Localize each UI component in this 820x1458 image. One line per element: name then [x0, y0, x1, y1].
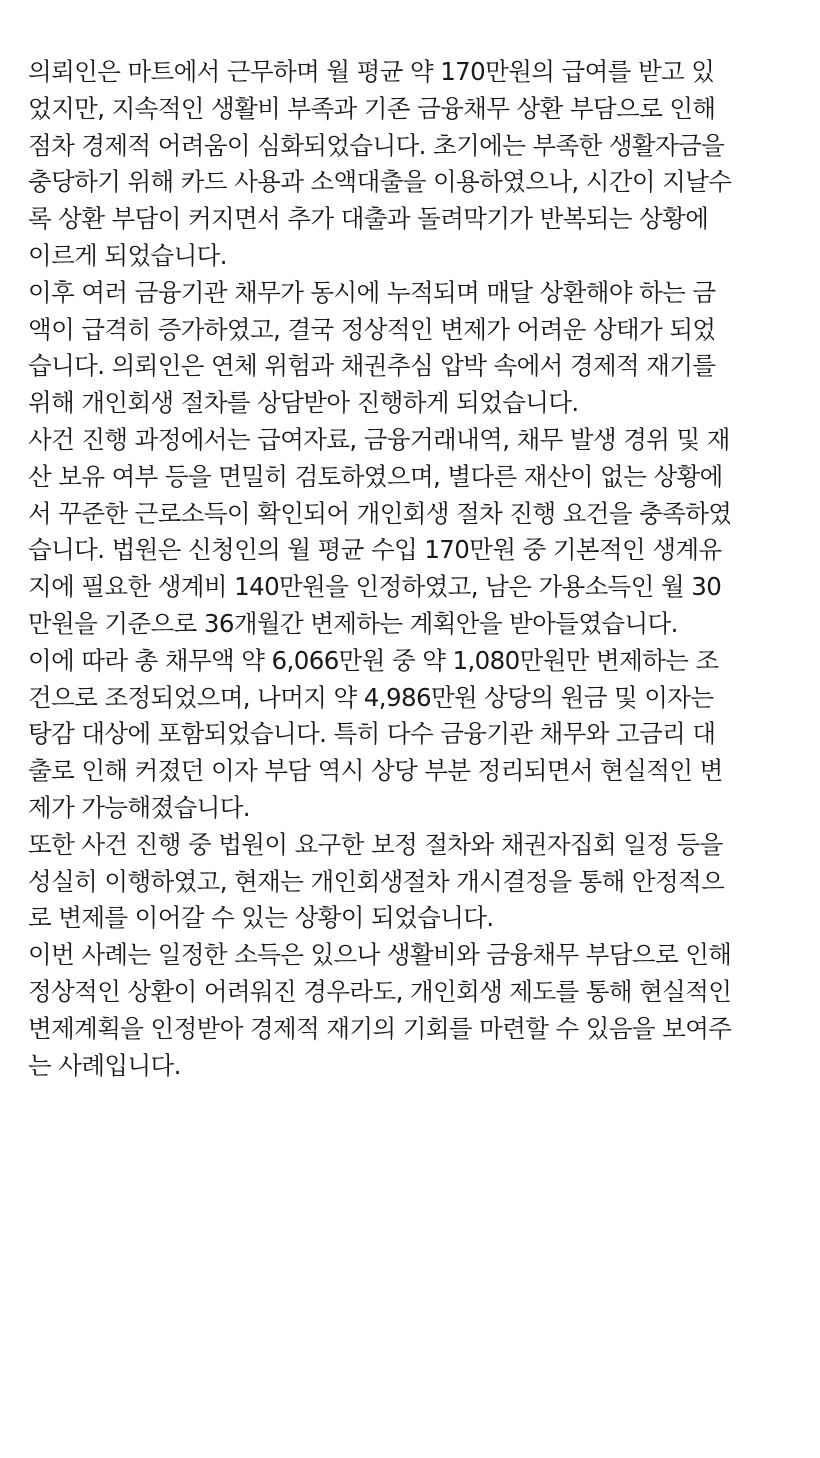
- paragraph-debt-growth: [28, 275, 798, 422]
- text-line: 성실히 이행하였고, 현재는 개인회생절차 개시결정을 통해 안정적으: [28, 866, 725, 896]
- text-line: 로 변제를 이어갈 수 있는 상황이 되었습니다.: [28, 903, 494, 933]
- text-line: 만원을 기준으로 36개월간 변제하는 계획안을 받아들였습니다.: [28, 608, 678, 638]
- text-line: 변제계획을 인정받아 경제적 재기의 기회를 마련할 수 있음을 보여주: [28, 1013, 732, 1043]
- paragraph-conclusion: [28, 937, 798, 1084]
- text-line: 산 보유 여부 등을 면밀히 검토하였으며, 별다른 재산이 없는 상황에: [28, 461, 723, 491]
- text-line: 록 상환 부담이 커지면서 추가 대출과 돌려막기가 반복되는 상황에: [28, 204, 709, 234]
- text-line: 탕감 대상에 포함되었습니다. 특히 다수 금융기관 채무와 고금리 대: [28, 719, 716, 749]
- text-line: 었지만, 지속적인 생활비 부족과 기존 금융채무 상환 부담으로 인해: [28, 93, 716, 123]
- text-line: 서 꾸준한 근로소득이 확인되어 개인회생 절차 진행 요건을 충족하였: [28, 498, 732, 528]
- text-line: 제가 가능해졌습니다.: [28, 792, 250, 822]
- paragraph-case-process: [28, 422, 798, 643]
- text-line: 출로 인해 커졌던 이자 부담 역시 상당 부분 정리되면서 현실적인 변: [28, 756, 723, 786]
- text-line: 액이 급격히 증가하였고, 결국 정상적인 변제가 어려운 상태가 되었: [28, 314, 716, 344]
- text-line: 사건 진행 과정에서는 급여자료, 금융거래내역, 채무 발생 경위 및 재: [28, 424, 730, 454]
- text-line: 이번 사례는 일정한 소득은 있으나 생활비와 금융채무 부담으로 인해: [28, 940, 732, 970]
- text-line: 의뢰인은 마트에서 근무하며 월 평균 약 170만원의 급여를 받고 있: [28, 57, 715, 86]
- text-line: 이후 여러 금융기관 채무가 동시에 누적되며 매달 상환해야 하는 금: [28, 277, 716, 307]
- text-line: 건으로 조정되었으며, 나머지 약 4,986만원 상당의 원금 및 이자는: [28, 682, 714, 712]
- paragraph-debt-adjustment: [28, 643, 798, 827]
- paragraph-background: [28, 54, 798, 275]
- paragraph-court-procedure: [28, 827, 798, 937]
- text-line: 정상적인 상환이 어려워진 경우라도, 개인회생 제도를 통해 현실적인: [28, 976, 732, 1006]
- text-line: 이에 따라 총 채무액 약 6,066만원 중 약 1,080만원만 변제하는 조: [28, 645, 719, 675]
- text-line: 점차 경제적 어려움이 심화되었습니다. 초기에는 부족한 생활자금을: [28, 130, 725, 160]
- text-line: 습니다. 의뢰인은 연체 위험과 채권추심 압박 속에서 경제적 재기를: [28, 351, 716, 381]
- text-line: 위해 개인회생 절차를 상담받아 진행하게 되었습니다.: [28, 388, 579, 418]
- text-line: 지에 필요한 생계비 140만원을 인정하였고, 남은 가용소득인 월 30: [28, 572, 722, 602]
- text-line: 이르게 되었습니다.: [28, 240, 227, 270]
- case-description: [28, 54, 798, 1084]
- text-line: 또한 사건 진행 중 법원이 요구한 보정 절차와 채권자집회 일정 등을: [28, 829, 723, 859]
- text-line: 는 사례입니다.: [28, 1050, 181, 1080]
- text-line: 습니다. 법원은 신청인의 월 평균 수입 170만원 중 기본적인 생계유: [28, 535, 722, 565]
- text-line: 충당하기 위해 카드 사용과 소액대출을 이용하였으나, 시간이 지날수: [28, 167, 732, 197]
